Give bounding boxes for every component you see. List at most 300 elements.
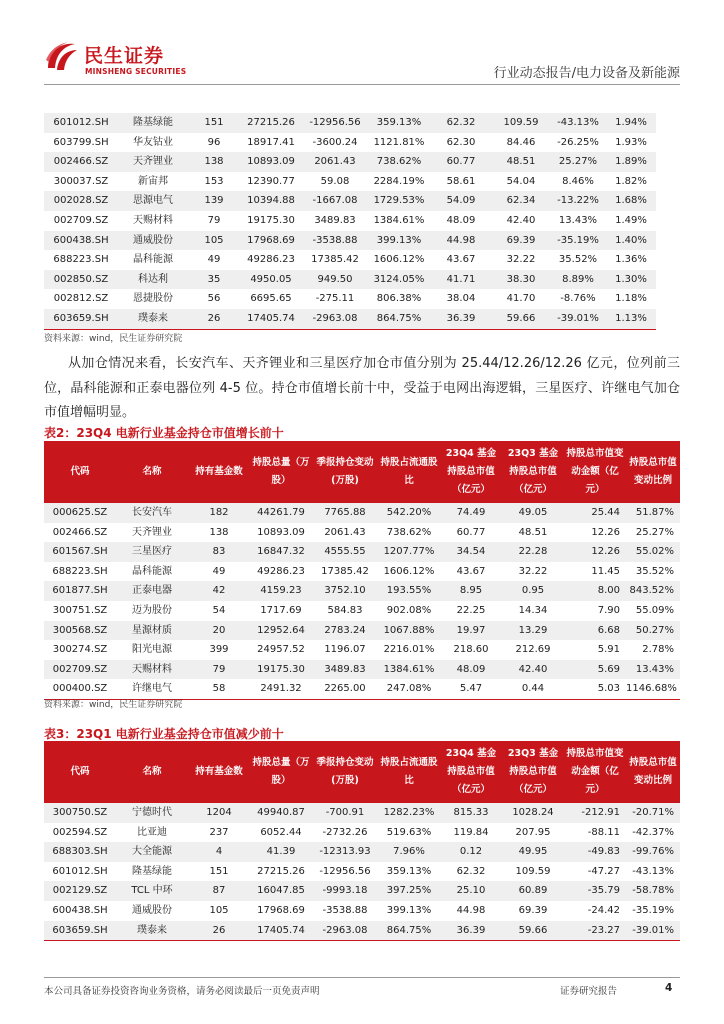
table-cell: 1.94% xyxy=(606,113,656,133)
table-row xyxy=(44,250,656,270)
table-cell: 天赐材料 xyxy=(116,660,188,680)
table-cell: 许继电气 xyxy=(116,679,188,699)
table-cell: 806.38% xyxy=(368,289,430,309)
table-cell: 10394.88 xyxy=(240,191,302,211)
table-cell: 60.77 xyxy=(430,152,492,172)
table-cell: -43.13% xyxy=(626,862,680,882)
table-cell: 科达利 xyxy=(118,270,188,290)
table-cell: 22.28 xyxy=(502,542,564,562)
table-cell: 3124.05% xyxy=(368,270,430,290)
table-cell: -12313.93 xyxy=(312,842,378,862)
table-cell: 27215.26 xyxy=(250,862,312,882)
table-cell: 1121.81% xyxy=(368,133,430,153)
table-cell: -212.91 xyxy=(564,803,626,823)
table-cell: 36.39 xyxy=(440,921,502,941)
table-cell: 7765.88 xyxy=(312,503,378,523)
table-cell: 212.69 xyxy=(502,640,564,660)
table-cell: 69.39 xyxy=(492,231,550,251)
table-cell: 300751.SZ xyxy=(44,601,116,621)
table-cell: 3489.83 xyxy=(312,660,378,680)
table-cell: 48.51 xyxy=(492,152,550,172)
table-cell: 1.18% xyxy=(606,289,656,309)
table-cell: 42 xyxy=(188,581,250,601)
table-cell: 601567.SH xyxy=(44,542,116,562)
table-cell: 62.32 xyxy=(430,113,492,133)
table-row xyxy=(44,601,680,621)
table-cell: -26.25% xyxy=(550,133,606,153)
table-cell: 59.66 xyxy=(492,309,550,329)
table-row xyxy=(44,562,680,582)
table-row xyxy=(44,523,680,543)
table-cell: 62.34 xyxy=(492,191,550,211)
table-cell: 109.59 xyxy=(502,862,564,882)
table-row xyxy=(44,803,680,823)
table-cell: 55.02% xyxy=(626,542,680,562)
minsheng-logo-icon xyxy=(44,38,78,74)
table-cell: 2491.32 xyxy=(250,679,312,699)
table-cell: 48.09 xyxy=(430,211,492,231)
table-cell: 13.43% xyxy=(550,211,606,231)
table-cell: -49.83 xyxy=(564,842,626,862)
table-cell: 55.09% xyxy=(626,601,680,621)
analysis-paragraph: 从加仓情况来看，长安汽车、天齐锂业和三星医疗加仓市值分别为 25.44/12.26/12.26 亿元，位列前三位，晶科能源和正泰电器位列 4-5 位。持仓市值增长前十中，受益于电网出海逻辑，三星医疗、许继电气加仓市值增幅明显。 xyxy=(44,356,680,420)
top10-holding-decrease-table xyxy=(44,741,680,941)
table-cell: -2732.26 xyxy=(312,823,378,843)
table-cell: 8.00 xyxy=(564,581,626,601)
column-header: 持股总量（万股） xyxy=(250,441,312,503)
table-cell: 49286.23 xyxy=(250,562,312,582)
table-row xyxy=(44,309,656,329)
table-cell: 4159.23 xyxy=(250,581,312,601)
table-cell: -2963.08 xyxy=(312,921,378,941)
table-cell: 32.22 xyxy=(502,562,564,582)
table-cell: 002594.SZ xyxy=(44,823,116,843)
table-cell: 1.68% xyxy=(606,191,656,211)
table-cell: 3489.83 xyxy=(302,211,368,231)
table-cell: 星源材质 xyxy=(116,621,188,641)
table-cell: 长安汽车 xyxy=(116,503,188,523)
table-cell: 16847.32 xyxy=(250,542,312,562)
table-cell: 迈为股份 xyxy=(116,601,188,621)
column-header: 持股占流通股比 xyxy=(378,741,440,803)
table-cell: 1.89% xyxy=(606,152,656,172)
table-cell: 138 xyxy=(188,152,240,172)
table-row xyxy=(44,172,656,192)
table-cell: 天齐锂业 xyxy=(118,152,188,172)
table-cell: 12390.77 xyxy=(240,172,302,192)
table-header-row xyxy=(44,441,680,503)
table-cell: 738.62% xyxy=(378,523,440,543)
table-cell: 25.27% xyxy=(550,152,606,172)
table-cell: 隆基绿能 xyxy=(116,862,188,882)
table-cell: -9993.18 xyxy=(312,881,378,901)
table-cell: -88.11 xyxy=(564,823,626,843)
table-cell: 比亚迪 xyxy=(116,823,188,843)
table-cell: 949.50 xyxy=(302,270,368,290)
table-cell: 000625.SZ xyxy=(44,503,116,523)
column-header: 持股总量（万股） xyxy=(250,741,312,803)
table-cell: 399.13% xyxy=(368,231,430,251)
table-cell: 17385.42 xyxy=(312,562,378,582)
table-cell: 62.32 xyxy=(440,862,502,882)
table-cell: 54.09 xyxy=(430,191,492,211)
table-cell: -275.11 xyxy=(302,289,368,309)
table-cell: 2061.43 xyxy=(312,523,378,543)
table-cell: 17968.69 xyxy=(240,231,302,251)
table-cell: 688223.SH xyxy=(44,562,116,582)
table-cell: 207.95 xyxy=(502,823,564,843)
table-cell: 璞泰来 xyxy=(118,309,188,329)
table-cell: 54.04 xyxy=(492,172,550,192)
table-cell: 5.03 xyxy=(564,679,626,699)
table-cell: 17385.42 xyxy=(302,250,368,270)
table-cell: -12956.56 xyxy=(302,113,368,133)
table-cell: 193.55% xyxy=(378,581,440,601)
table-row xyxy=(44,842,680,862)
table-cell: 5.91 xyxy=(564,640,626,660)
column-header: 持股占流通股比 xyxy=(378,441,440,503)
table-cell: 1067.88% xyxy=(378,621,440,641)
column-header: 季报持仓变动(万股) xyxy=(312,441,378,503)
column-header: 名称 xyxy=(116,741,188,803)
column-header: 23Q3 基金持股总市值（亿元） xyxy=(502,441,564,503)
table-cell: 54 xyxy=(188,601,250,621)
table-cell: 24957.52 xyxy=(250,640,312,660)
table-cell: 519.63% xyxy=(378,823,440,843)
table-cell: 3752.10 xyxy=(312,581,378,601)
brand-name-english: MINSHENG SECURITIES xyxy=(85,67,187,76)
table-row xyxy=(44,503,680,523)
table-cell: 1729.53% xyxy=(368,191,430,211)
table-cell: 1.93% xyxy=(606,133,656,153)
table-cell: 105 xyxy=(188,901,250,921)
column-header: 持股总市值变动金额（亿元） xyxy=(564,741,626,803)
table-cell: 26 xyxy=(188,921,250,941)
footer-disclaimer: 本公司具备证券投资咨询业务资格，请务必阅读最后一页免责声明 xyxy=(44,986,320,997)
table-cell: 2265.00 xyxy=(312,679,378,699)
table-cell: TCL 中环 xyxy=(116,881,188,901)
table-cell: 542.20% xyxy=(378,503,440,523)
table-cell: 27215.26 xyxy=(240,113,302,133)
page-number: 4 xyxy=(665,982,673,994)
table-cell: 60.89 xyxy=(502,881,564,901)
table-cell: 6695.65 xyxy=(240,289,302,309)
table-cell: 38.04 xyxy=(430,289,492,309)
table-cell: 13.29 xyxy=(502,621,564,641)
table-row xyxy=(44,881,680,901)
page-header xyxy=(0,0,724,90)
table-cell: 7.96% xyxy=(378,842,440,862)
table-cell: -1667.08 xyxy=(302,191,368,211)
table-row xyxy=(44,113,656,133)
table-cell: -43.13% xyxy=(550,113,606,133)
table-cell: 晶科能源 xyxy=(118,250,188,270)
table-row xyxy=(44,289,656,309)
table-cell: 32.22 xyxy=(492,250,550,270)
table-cell: 601012.SH xyxy=(44,113,118,133)
table-cell: 新宙邦 xyxy=(118,172,188,192)
table-cell: 通威股份 xyxy=(118,231,188,251)
table-cell: 738.62% xyxy=(368,152,430,172)
table-cell: 8.89% xyxy=(550,270,606,290)
table-cell: 59.66 xyxy=(502,921,564,941)
table-cell: 237 xyxy=(188,823,250,843)
table-cell: -39.01% xyxy=(550,309,606,329)
table-cell: 139 xyxy=(188,191,240,211)
table-cell: 58 xyxy=(188,679,250,699)
table-cell: 300568.SZ xyxy=(44,621,116,641)
table-cell: 119.84 xyxy=(440,823,502,843)
table-cell: 1207.77% xyxy=(378,542,440,562)
table-cell: 87 xyxy=(188,881,250,901)
column-header: 23Q4 基金持股总市值（亿元） xyxy=(440,441,502,503)
fund-holdings-continuation-table xyxy=(44,113,656,330)
table-cell: 151 xyxy=(188,113,240,133)
table-cell: -39.01% xyxy=(626,921,680,941)
table-cell: 14.34 xyxy=(502,601,564,621)
table-cell: 399.13% xyxy=(378,901,440,921)
table-cell: 1.36% xyxy=(606,250,656,270)
table-cell: 688223.SH xyxy=(44,250,118,270)
table-cell: 002466.SZ xyxy=(44,523,116,543)
table-cell: 151 xyxy=(188,862,250,882)
table-cell: 002709.SZ xyxy=(44,211,118,231)
table-cell: 59.08 xyxy=(302,172,368,192)
table-cell: 2216.01% xyxy=(378,640,440,660)
column-header: 23Q4 基金持股总市值（亿元） xyxy=(440,741,502,803)
table-cell: 38.30 xyxy=(492,270,550,290)
table-cell: 宁德时代 xyxy=(116,803,188,823)
table-cell: 42.40 xyxy=(502,660,564,680)
table-cell: 35.52% xyxy=(550,250,606,270)
table-cell: -23.27 xyxy=(564,921,626,941)
table-cell: 1384.61% xyxy=(368,211,430,231)
table2-title: 表2：23Q4 电新行业基金持仓市值增长前十 xyxy=(44,426,284,440)
table-cell: 41.39 xyxy=(250,842,312,862)
table-cell: -2963.08 xyxy=(302,309,368,329)
table-cell: 49.05 xyxy=(502,503,564,523)
table-cell: 10893.09 xyxy=(250,523,312,543)
table-cell: 12.26 xyxy=(564,542,626,562)
table-cell: -35.19% xyxy=(626,901,680,921)
table-cell: 2284.19% xyxy=(368,172,430,192)
column-header: 持股总市值变动比例 xyxy=(626,441,680,503)
table-cell: 42.40 xyxy=(492,211,550,231)
table-cell: 1.40% xyxy=(606,231,656,251)
table-row xyxy=(44,152,656,172)
table-cell: 218.60 xyxy=(440,640,502,660)
table-cell: 49 xyxy=(188,250,240,270)
table-cell: 4 xyxy=(188,842,250,862)
table-row xyxy=(44,621,680,641)
table-cell: 2.78% xyxy=(626,640,680,660)
table-cell: 79 xyxy=(188,660,250,680)
table-cell: 49286.23 xyxy=(240,250,302,270)
column-header: 季报持仓变动(万股) xyxy=(312,741,378,803)
table-cell: 16047.85 xyxy=(250,881,312,901)
table-cell: 晶科能源 xyxy=(116,562,188,582)
footer-divider xyxy=(44,977,680,978)
table-cell: 正泰电器 xyxy=(116,581,188,601)
table-cell: 002129.SZ xyxy=(44,881,116,901)
table-cell: 79 xyxy=(188,211,240,231)
table-cell: 603659.SH xyxy=(44,921,116,941)
table-cell: 41.70 xyxy=(492,289,550,309)
table-cell: 843.52% xyxy=(626,581,680,601)
table-cell: 1.82% xyxy=(606,172,656,192)
table-cell: -700.91 xyxy=(312,803,378,823)
table-cell: 阳光电源 xyxy=(116,640,188,660)
top10-holding-increase-table xyxy=(44,441,680,700)
table-cell: -3538.88 xyxy=(312,901,378,921)
table-cell: 天赐材料 xyxy=(118,211,188,231)
table-cell: 000400.SZ xyxy=(44,679,116,699)
table-cell: 35 xyxy=(188,270,240,290)
table-cell: 2783.24 xyxy=(312,621,378,641)
table-row xyxy=(44,823,680,843)
table-cell: 20 xyxy=(188,621,250,641)
table-cell: 7.90 xyxy=(564,601,626,621)
table-cell: 105 xyxy=(188,231,240,251)
table-header-row xyxy=(44,741,680,803)
table-cell: 1.13% xyxy=(606,309,656,329)
table-cell: 688303.SH xyxy=(44,842,116,862)
table-cell: -8.76% xyxy=(550,289,606,309)
column-header: 持股总市值变动比例 xyxy=(626,741,680,803)
table-cell: -13.22% xyxy=(550,191,606,211)
table-cell: 2061.43 xyxy=(302,152,368,172)
table-cell: 1.30% xyxy=(606,270,656,290)
table-cell: 49 xyxy=(188,562,250,582)
table-cell: 11.45 xyxy=(564,562,626,582)
table-cell: 002850.SZ xyxy=(44,270,118,290)
table-cell: 600438.SH xyxy=(44,231,118,251)
table-cell: 0.44 xyxy=(502,679,564,699)
table-cell: -42.37% xyxy=(626,823,680,843)
table-cell: 18917.41 xyxy=(240,133,302,153)
table-cell: 74.49 xyxy=(440,503,502,523)
header-divider xyxy=(44,84,680,85)
column-header: 持有基金数 xyxy=(188,441,250,503)
table-cell: 41.71 xyxy=(430,270,492,290)
table3-title: 表3：23Q1 电新行业基金持仓市值减少前十 xyxy=(44,727,284,741)
table-row xyxy=(44,542,680,562)
table-cell: 864.75% xyxy=(368,309,430,329)
table-cell: 1028.24 xyxy=(502,803,564,823)
table-cell: 8.46% xyxy=(550,172,606,192)
table-cell: 25.27% xyxy=(626,523,680,543)
table-cell: 6.68 xyxy=(564,621,626,641)
table-cell: 48.51 xyxy=(502,523,564,543)
table-cell: 35.52% xyxy=(626,562,680,582)
table-cell: 10893.09 xyxy=(240,152,302,172)
table-cell: 1.49% xyxy=(606,211,656,231)
table-cell: 84.46 xyxy=(492,133,550,153)
table-cell: 48.09 xyxy=(440,660,502,680)
table-cell: -12956.56 xyxy=(312,862,378,882)
table-row xyxy=(44,191,656,211)
table-cell: 17405.74 xyxy=(240,309,302,329)
table-cell: 22.25 xyxy=(440,601,502,621)
table-cell: 300750.SZ xyxy=(44,803,116,823)
table-cell: -24.42 xyxy=(564,901,626,921)
table-cell: 17405.74 xyxy=(250,921,312,941)
table-cell: 96 xyxy=(188,133,240,153)
table-cell: 584.83 xyxy=(312,601,378,621)
table-cell: 思源电气 xyxy=(118,191,188,211)
table-cell: 43.67 xyxy=(430,250,492,270)
table-cell: 002466.SZ xyxy=(44,152,118,172)
table-cell: 138 xyxy=(188,523,250,543)
column-header: 23Q3 基金持股总市值（亿元） xyxy=(502,741,564,803)
column-header: 名称 xyxy=(116,441,188,503)
table-cell: 153 xyxy=(188,172,240,192)
table-cell: 34.54 xyxy=(440,542,502,562)
table-cell: 1606.12% xyxy=(378,562,440,582)
table-cell: 25.10 xyxy=(440,881,502,901)
table-cell: 8.95 xyxy=(440,581,502,601)
table-cell: 璞泰来 xyxy=(116,921,188,941)
table-cell: 359.13% xyxy=(368,113,430,133)
table-cell: -35.79 xyxy=(564,881,626,901)
table-row xyxy=(44,862,680,882)
table-cell: 5.47 xyxy=(440,679,502,699)
table-cell: 19.97 xyxy=(440,621,502,641)
table-row xyxy=(44,133,656,153)
table-cell: -3600.24 xyxy=(302,133,368,153)
table-cell: 1606.12% xyxy=(368,250,430,270)
table-cell: 天齐锂业 xyxy=(116,523,188,543)
table-cell: 399 xyxy=(188,640,250,660)
table-cell: 1282.23% xyxy=(378,803,440,823)
table-cell: 13.43% xyxy=(626,660,680,680)
table-row xyxy=(44,921,680,941)
table-cell: -58.78% xyxy=(626,881,680,901)
column-header: 持股总市值变动金额（亿元） xyxy=(564,441,626,503)
table-cell: 902.08% xyxy=(378,601,440,621)
table-cell: 25.44 xyxy=(564,503,626,523)
table-cell: 49.95 xyxy=(502,842,564,862)
table-cell: 12.26 xyxy=(564,523,626,543)
table-cell: 58.61 xyxy=(430,172,492,192)
table-cell: 601012.SH xyxy=(44,862,116,882)
table-cell: 50.27% xyxy=(626,621,680,641)
table-cell: 44.98 xyxy=(430,231,492,251)
table-cell: 83 xyxy=(188,542,250,562)
table-cell: 5.69 xyxy=(564,660,626,680)
table-cell: -20.71% xyxy=(626,803,680,823)
report-category: 行业动态报告/电力设备及新能源 xyxy=(493,66,680,81)
table-cell: -3538.88 xyxy=(302,231,368,251)
table-cell: 1146.68% xyxy=(626,679,680,699)
table-cell: -35.19% xyxy=(550,231,606,251)
table-cell: 002812.SZ xyxy=(44,289,118,309)
table-cell: 815.33 xyxy=(440,803,502,823)
table-cell: 华友钴业 xyxy=(118,133,188,153)
table-cell: 0.95 xyxy=(502,581,564,601)
table-cell: 002028.SZ xyxy=(44,191,118,211)
table-cell: 1717.69 xyxy=(250,601,312,621)
table-cell: 601877.SH xyxy=(44,581,116,601)
table-cell: 002709.SZ xyxy=(44,660,116,680)
column-header: 代码 xyxy=(44,741,116,803)
footer-report-label: 证券研究报告 xyxy=(560,986,618,997)
table-cell: 182 xyxy=(188,503,250,523)
table-row xyxy=(44,581,680,601)
table-cell: 隆基绿能 xyxy=(118,113,188,133)
table-cell: 397.25% xyxy=(378,881,440,901)
table-cell: 6052.44 xyxy=(250,823,312,843)
